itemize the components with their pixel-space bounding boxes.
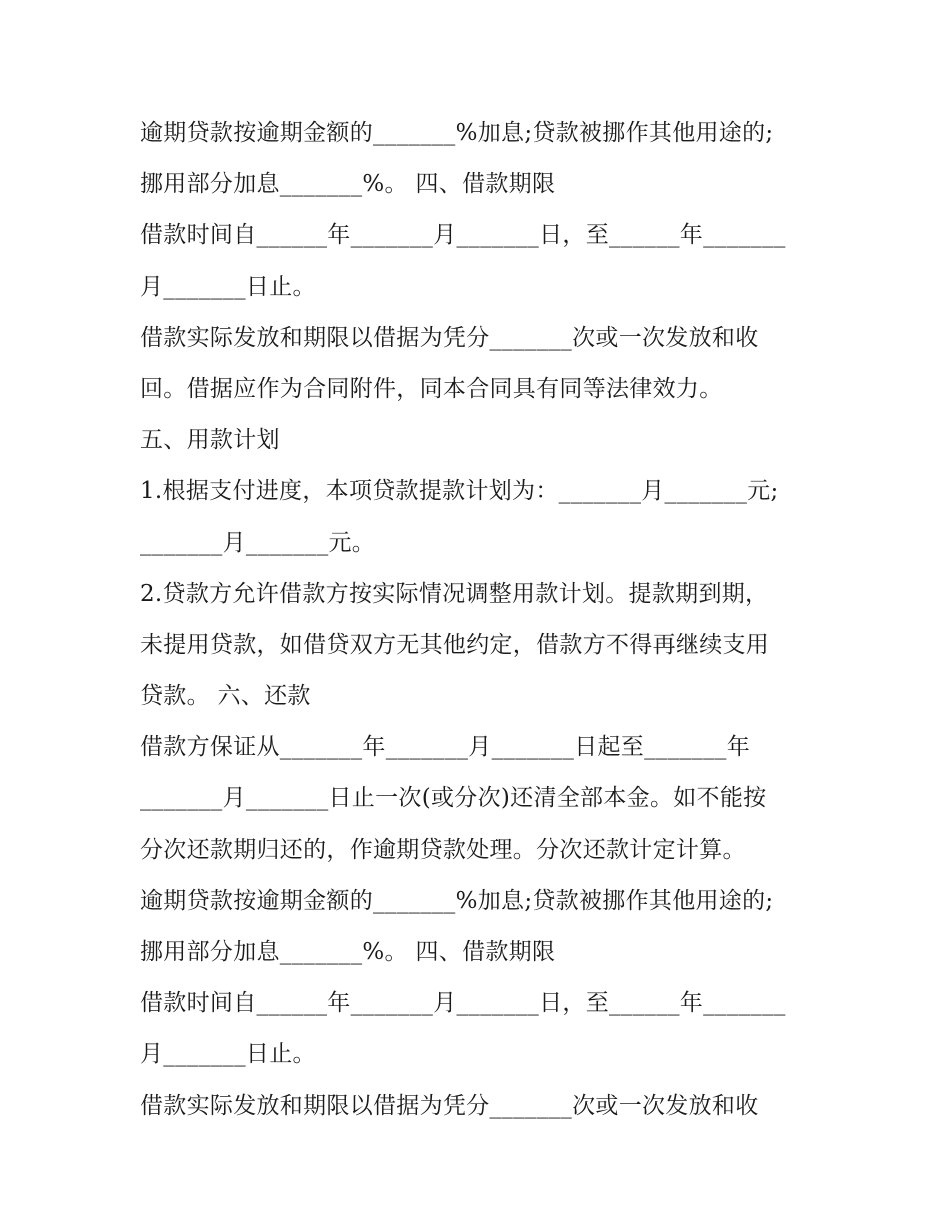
text-line-loan-period: 借款时间自______年_______月_______日，至______年_______	[140, 222, 786, 249]
text-line-repayment-start: 借款方保证从_______年_______月_______日起至_______年	[140, 734, 750, 761]
section-heading-usage-plan: 五、用款计划	[140, 427, 280, 454]
text-line-loan-period-repeat: 借款时间自______年_______月_______日，至______年_______	[140, 990, 786, 1017]
text-line-misuse-interest: 挪用部分加息_______%。 四、借款期限	[140, 171, 556, 198]
text-line-withdrawal-plan: 1.根据支付进度，本项贷款提款计划为：_______月_______元;	[140, 478, 779, 505]
text-line-overdue-interest-repeat: 逾期贷款按逾期金额的_______%加息;贷款被挪作其他用途的;	[140, 887, 774, 914]
text-line-disbursement-repeat: 借款实际发放和期限以借据为凭分_______次或一次发放和收	[140, 1092, 759, 1119]
contract-text-body	[140, 108, 820, 1132]
text-line-disbursement: 借款实际发放和期限以借据为凭分_______次或一次发放和收	[140, 324, 759, 351]
text-line-repayment-end: _______月_______日止一次(或分次)还清全部本金。如不能按	[140, 785, 767, 812]
text-line-withdrawal-plan-cont: _______月_______元。	[140, 529, 376, 556]
text-line-loan-period-end: 月_______日止。	[140, 273, 316, 300]
text-line-installment: 分次还款期归还的，作逾期贷款处理。分次还款计定计算。	[140, 836, 746, 863]
text-line-plan-adjustment: 2.贷款方允许借款方按实际情况调整用款计划。提款期到期，	[140, 580, 769, 607]
text-line-misuse-interest-repeat: 挪用部分加息_______%。 四、借款期限	[140, 939, 556, 965]
text-line-receipt-attachment: 回。借据应作为合同附件，同本合同具有同等法律效力。	[140, 375, 723, 402]
text-line-unused-loan: 未提用贷款，如借贷双方无其他约定，借款方不得再继续支用	[140, 631, 770, 658]
text-line-loan-period-end-repeat: 月_______日止。	[140, 1041, 316, 1068]
text-line-overdue-interest: 逾期贷款按逾期金额的_______%加息;贷款被挪作其他用途的;	[140, 120, 774, 146]
section-heading-repayment: 贷款。 六、还款	[140, 683, 311, 710]
